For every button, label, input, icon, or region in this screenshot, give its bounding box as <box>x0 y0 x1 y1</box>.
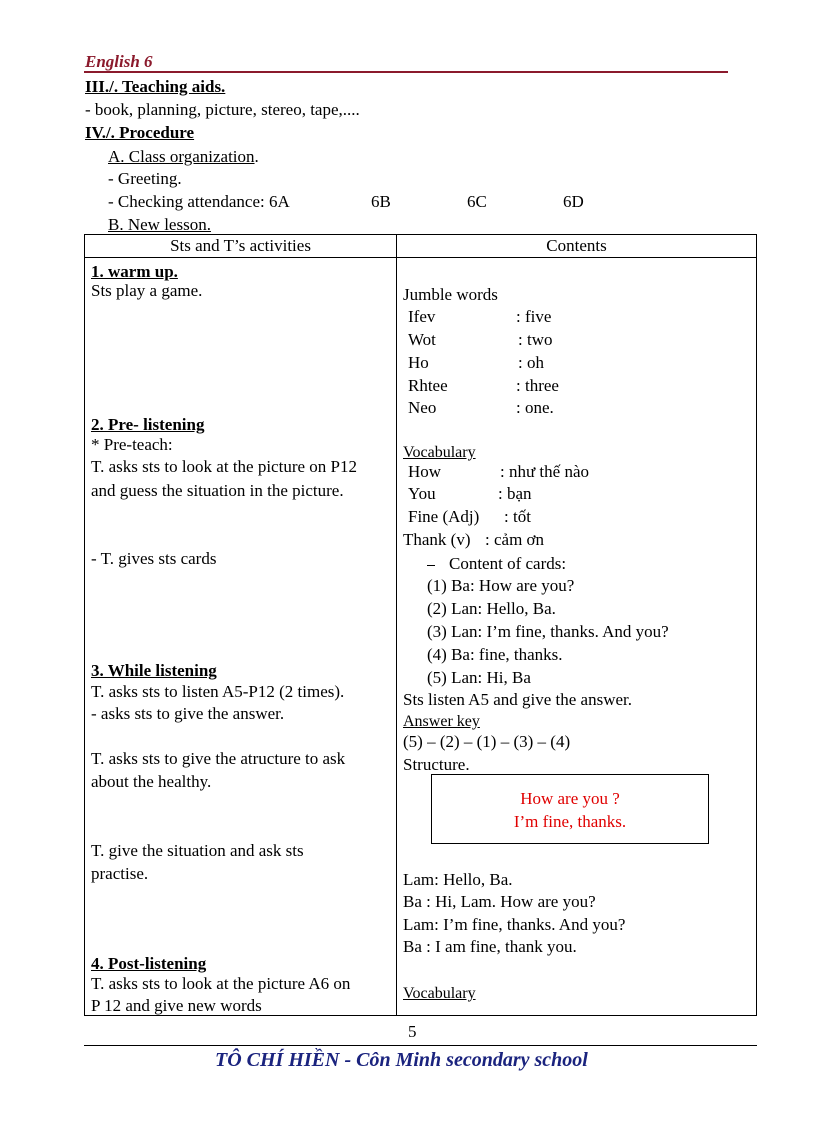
jumble-word: Neo <box>408 398 437 417</box>
new-lesson-heading: B. New lesson. <box>108 215 211 234</box>
col-header-contents: Contents <box>397 235 757 258</box>
jumble-answer: : oh <box>518 353 544 372</box>
attendance-label: - Checking attendance: 6A <box>108 192 290 211</box>
class-organization-dot: . <box>254 147 259 166</box>
structure-task-line-2: about the healthy. <box>91 772 212 791</box>
vocabulary-title-2: Vocabulary <box>403 985 476 1002</box>
page-number: 5 <box>408 1022 417 1041</box>
structure-answer: I’m fine, thanks. <box>513 812 627 831</box>
card-line: (4) Ba: fine, thanks. <box>427 645 563 664</box>
class-organization-heading <box>108 147 259 167</box>
teaching-aids-text: - book, planning, picture, stereo, tape,.... <box>85 100 360 119</box>
section-teaching-aids-heading: III./. Teaching aids. <box>85 77 226 96</box>
jumble-word: Ifev <box>408 307 436 326</box>
footer-rule <box>84 1045 757 1046</box>
vocabulary-title: Vocabulary <box>403 444 476 461</box>
structure-box <box>431 774 709 844</box>
class-organization-label: A. Class organization <box>108 147 255 166</box>
footer-author-school: TÔ CHÍ HIỀN - Côn Minh secondary school <box>215 1049 588 1071</box>
jumble-word: Ho <box>408 353 429 372</box>
class-6b: 6B <box>371 192 391 211</box>
card-line: (5) Lan: Hi, Ba <box>427 668 531 687</box>
greeting-text: - Greeting. <box>108 169 182 188</box>
dialog-line: Ba : I am fine, thank you. <box>403 937 577 956</box>
vocab-meaning: : bạn <box>498 484 532 503</box>
header-rule <box>84 71 728 73</box>
jumble-answer: : two <box>518 330 553 349</box>
jumble-answer: : one. <box>516 398 554 417</box>
situation-line-1: T. give the situation and ask sts <box>91 841 304 860</box>
jumble-word: Rhtee <box>408 376 448 395</box>
jumble-word: Wot <box>408 330 436 349</box>
activities-cell <box>85 258 397 1016</box>
class-6d: 6D <box>563 192 584 211</box>
dialog-line: Ba : Hi, Lam. How are you? <box>403 892 596 911</box>
jumble-answer: : three <box>516 376 559 395</box>
answer-key-sequence: (5) – (2) – (1) – (3) – (4) <box>403 732 571 751</box>
cards-content-title <box>427 554 566 574</box>
structure-question: How are you ? <box>520 789 620 808</box>
gives-cards-text: - T. gives sts cards <box>91 549 217 568</box>
cards-content-label: Content of cards: <box>449 554 567 573</box>
answer-key-title: Answer key <box>403 713 480 730</box>
card-line: (2) Lan: Hello, Ba. <box>427 599 556 618</box>
post-listening-line-1: T. asks sts to look at the picture A6 on <box>91 974 351 993</box>
post-listening-line-2: P 12 and give new words <box>91 996 262 1015</box>
section-procedure-heading: IV./. Procedure <box>85 123 195 142</box>
pre-teach-label: * Pre-teach: <box>91 435 173 454</box>
pre-listening-line-2: and guess the situation in the picture. <box>91 481 344 500</box>
vocab-word: You <box>408 484 436 503</box>
dialog-line: Lam: I’m fine, thanks. And you? <box>403 915 626 934</box>
warm-up-heading: 1. warm up. <box>91 262 178 281</box>
dialog-line: Lam: Hello, Ba. <box>403 870 513 889</box>
vocab-meaning: : cảm ơn <box>485 530 545 549</box>
dash-mark <box>427 565 435 566</box>
vocab-word: How <box>408 462 442 481</box>
structure-title: Structure. <box>403 755 470 774</box>
structure-task-line-1: T. asks sts to give the atructure to ask <box>91 749 346 768</box>
vocab-meaning: : như thế nào <box>500 462 590 481</box>
post-listening-heading: 4. Post-listening <box>91 954 207 973</box>
vocab-word: Thank (v) <box>403 530 471 549</box>
listen-answer-text: Sts listen A5 and give the answer. <box>403 690 633 709</box>
vocab-meaning: : tốt <box>504 507 531 526</box>
card-line: (1) Ba: How are you? <box>427 576 575 595</box>
situation-line-2: practise. <box>91 864 149 883</box>
while-listening-line-2: - asks sts to give the answer. <box>91 704 285 723</box>
warm-up-text: Sts play a game. <box>91 281 203 300</box>
pre-listening-heading: 2. Pre- listening <box>91 415 205 434</box>
class-6c: 6C <box>467 192 487 211</box>
vocab-word: Fine (Adj) <box>408 507 480 526</box>
while-listening-line-1: T. asks sts to listen A5-P12 (2 times). <box>91 682 345 701</box>
pre-listening-line-1: T. asks sts to look at the picture on P12 <box>91 457 357 476</box>
while-listening-heading: 3. While listening <box>91 661 217 680</box>
document-header-title: English 6 <box>85 52 153 71</box>
jumble-answer: : five <box>516 307 552 326</box>
card-line: (3) Lan: I’m fine, thanks. And you? <box>427 622 669 641</box>
jumble-words-title: Jumble words <box>403 285 498 304</box>
col-header-activities: Sts and T’s activities <box>85 235 397 258</box>
